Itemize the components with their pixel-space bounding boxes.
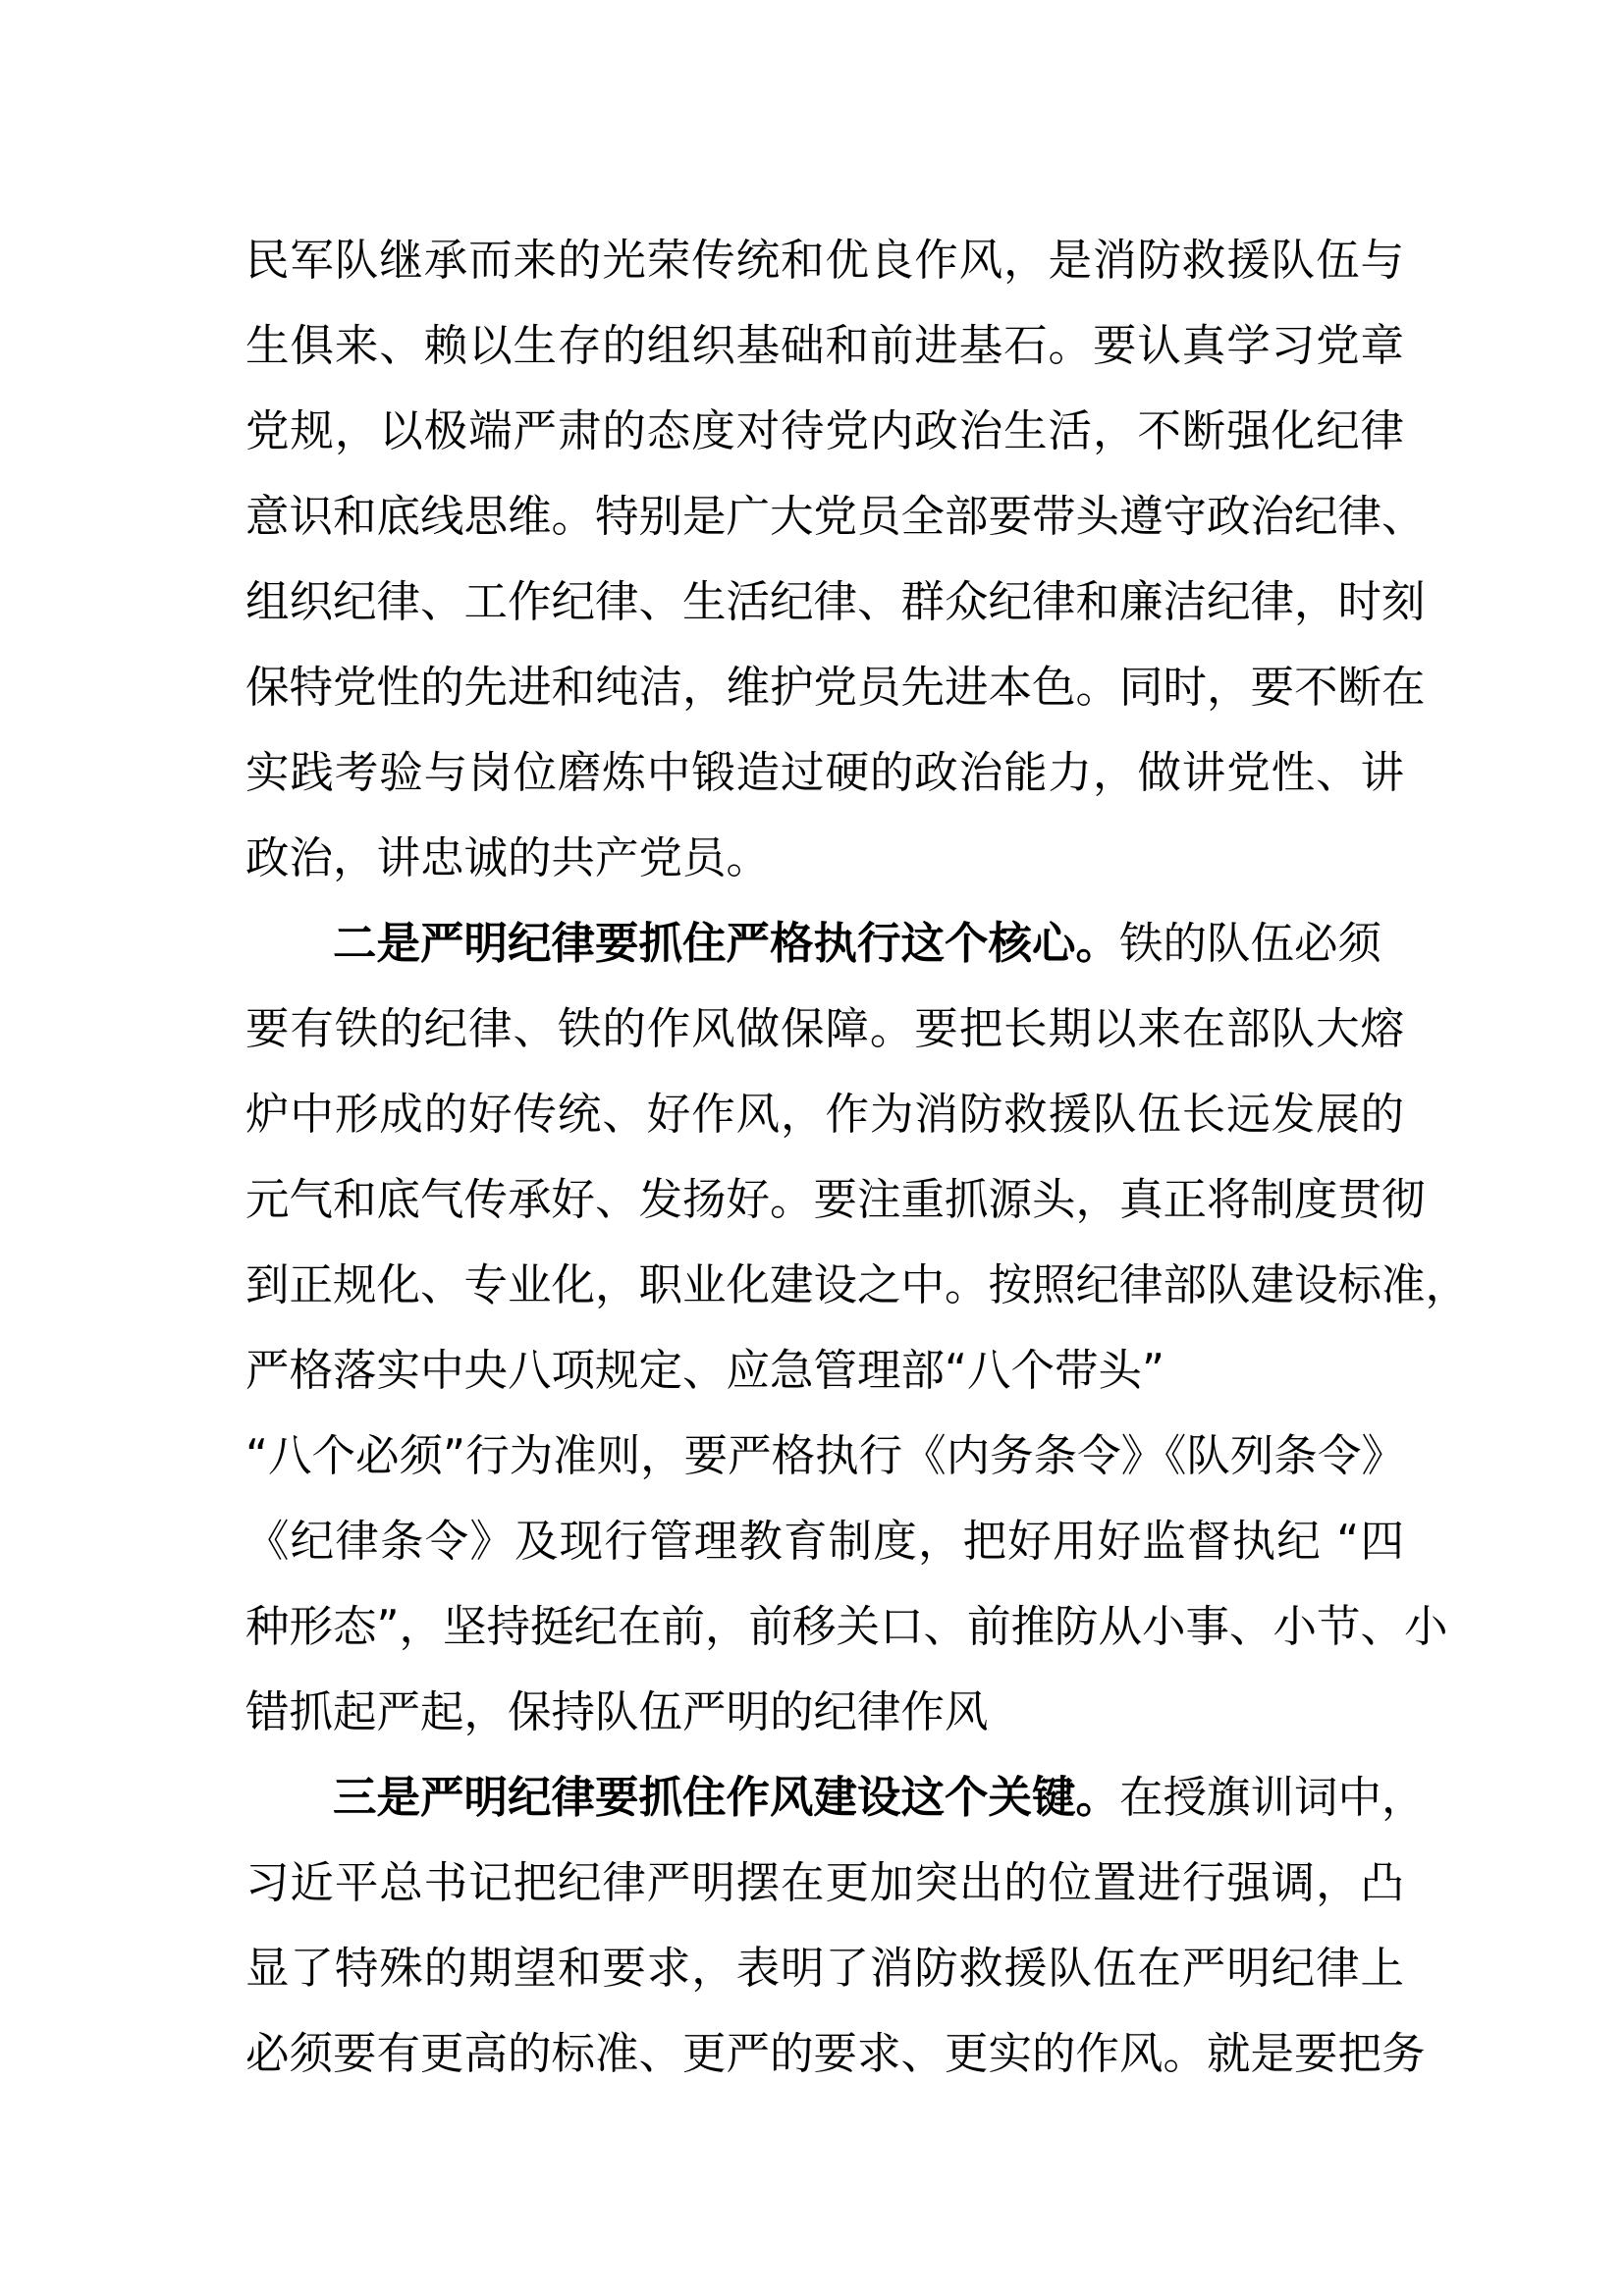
text-line: 到正规化、专业化，职业化建设之中。按照纪律部队建设标准，: [245, 1260, 1470, 1310]
text-line: 组织纪律、工作纪律、生活纪律、群众纪律和廉洁纪律，时刻: [245, 577, 1426, 627]
text-line: 错抓起严起，保持队伍严明的纪律作风: [245, 1687, 989, 1737]
text-line: 严格落实中央八项规定、应急管理部“八个带头”: [245, 1346, 1165, 1396]
text-line: 种形态”，坚持挺纪在前，前移关口、前推防从小事、小节、小: [245, 1602, 1448, 1652]
text-line: 党规，以极端严肃的态度对待党内政治生活，不断强化纪律: [245, 406, 1404, 456]
text-line: “八个必须”行为准则，要严格执行《内务条令》《队列条令》: [245, 1431, 1405, 1481]
text-line: 生俱来、赖以生存的组织基础和前进基石。要认真学习党章: [245, 321, 1404, 371]
paragraph-lead-text: 在授旗训词中，: [1119, 1773, 1426, 1823]
text-line: 政治，讲忠诚的共产党员。: [245, 833, 771, 883]
text-line: 民军队继承而来的光荣传统和优良作风，是消防救援队伍与: [245, 236, 1404, 286]
paragraph-heading: 三是严明纪律要抓住作风建设这个关键。: [333, 1773, 1120, 1823]
paragraph-first-line: [245, 901, 1404, 987]
text-line: 必须要有更高的标准、更严的要求、更实的作风。就是要把务: [245, 2029, 1426, 2079]
text-line: 元气和底气传承好、发扬好。要注重抓源头，真正将制度贯彻: [245, 1175, 1426, 1225]
text-line: 要有铁的纪律、铁的作风做保障。要把长期以来在部队大熔: [245, 1004, 1404, 1054]
body-text: [245, 218, 1470, 2097]
paragraph-first-line: [245, 1755, 1426, 1841]
paragraph-heading: 二是严明纪律要抓住严格执行这个核心。: [333, 919, 1120, 969]
text-line: 显了特殊的期望和要求，表明了消防救援队伍在严明纪律上: [245, 1944, 1404, 1994]
text-line: 意识和底线思维。特别是广大党员全部要带头遵守政治纪律、: [245, 492, 1426, 542]
text-line: 习近平总书记把纪律严明摆在更加突出的位置进行强调，凸: [245, 1858, 1404, 1908]
text-line: 保特党性的先进和纯洁，维护党员先进本色。同时，要不断在: [245, 663, 1426, 713]
paragraph-lead-text: 铁的队伍必须: [1119, 919, 1382, 969]
text-line: 实践考验与岗位磨炼中锻造过硬的政治能力，做讲党性、讲: [245, 748, 1404, 798]
text-line: 《纪律条令》及现行管理教育制度，把好用好监督执纪 “四: [245, 1517, 1404, 1567]
text-line: 炉中形成的好传统、好作风，作为消防救援队伍长远发展的: [245, 1090, 1404, 1140]
